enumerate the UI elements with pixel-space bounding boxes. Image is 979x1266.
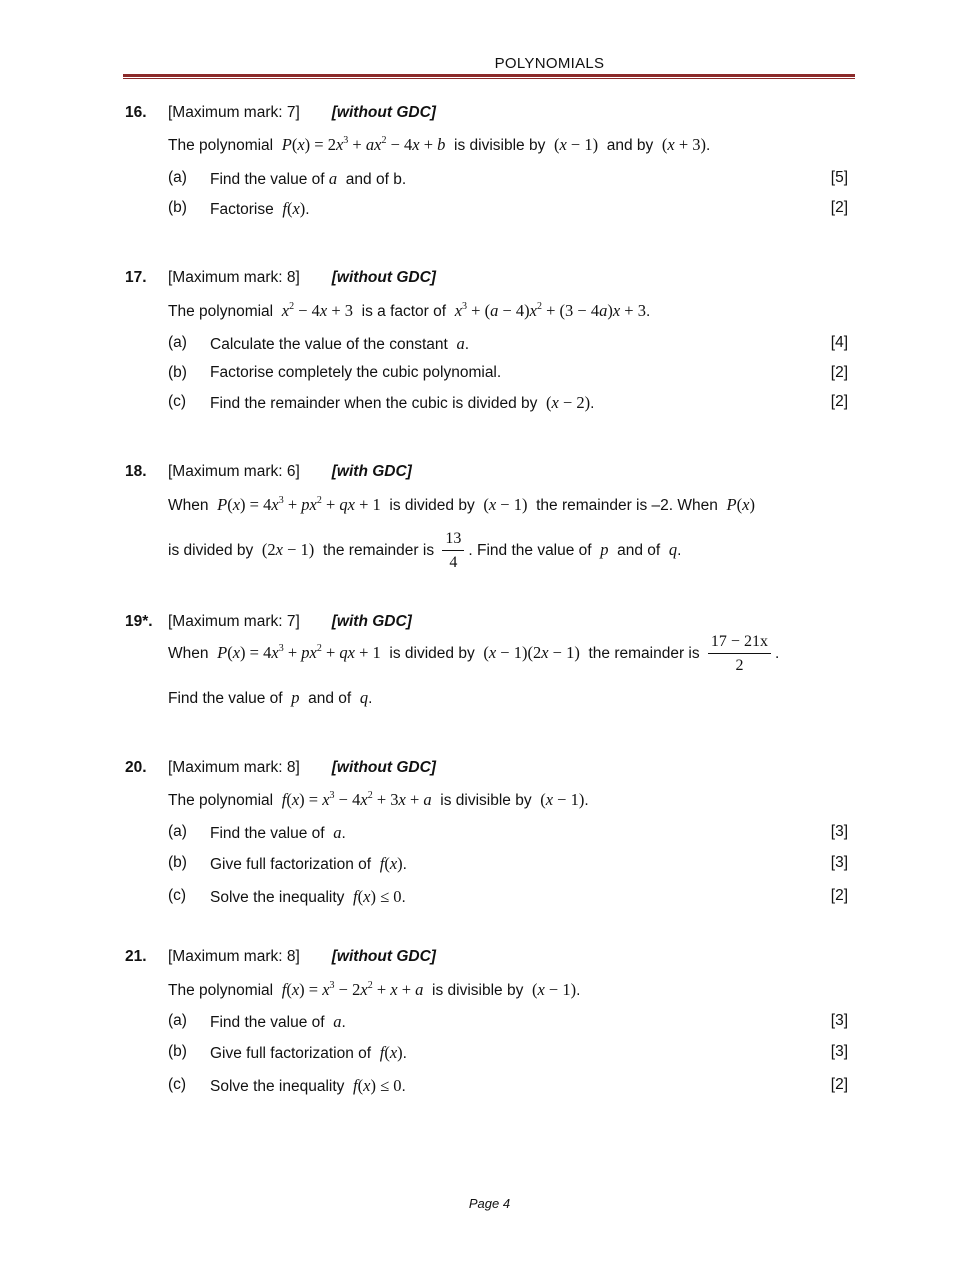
question-heading: [Maximum mark: 8] [without GDC]: [168, 948, 436, 965]
question-stem: The polynomial $P(x) = 2x^3 + ax^2 - 4x + b$ is divisible by (x − 1) and by (x + 3).: [168, 135, 711, 154]
question-number: 21.: [125, 948, 147, 965]
question-stem: The polynomial $x^2 - 4x + 3$ is a factor of $x^3 + (a - 4)x^2 + (3 - 4a)x + 3$.: [168, 301, 651, 320]
question-heading: [Maximum mark: 7] [without GDC]: [168, 104, 436, 121]
question-stem: The polynomial $f(x) = x^3 - 2x^2 + x + a$ is divisible by (x − 1).: [168, 980, 581, 999]
header-rule: [123, 74, 855, 77]
page-footer: Page 4: [468, 1196, 511, 1211]
question-number: 20.: [125, 759, 147, 776]
header-rule-thin: [123, 78, 855, 79]
question-number: 18.: [125, 463, 147, 480]
question-stem-cont: Find the value of p and of q.: [168, 688, 373, 707]
question-number: 19*.: [125, 613, 153, 630]
question-number: 16.: [125, 104, 147, 121]
page-header: [0, 55, 979, 72]
question-heading: [Maximum mark: 8] [without GDC]: [168, 269, 436, 286]
question-heading: [Maximum mark: 8] [without GDC]: [168, 759, 436, 776]
fraction: $\frac{13}{4}$: [442, 530, 464, 572]
question-heading: [Maximum mark: 7] [with GDC]: [168, 613, 412, 630]
header-title: POLYNOMIALS: [494, 55, 605, 72]
question-stem: The polynomial $f(x) = x^3 - 4x^2 + 3x + a$ is divisible by (x − 1).: [168, 790, 589, 809]
question-heading: [Maximum mark: 6] [with GDC]: [168, 463, 412, 480]
question-stem-cont: is divided by (2x − 1) the remainder is $\frac{13}{4}$ . Find the value of p and of q.: [168, 530, 682, 571]
question-number: 17.: [125, 269, 147, 286]
question-stem: When $P(x) = 4x^3 + px^2$ + qx + 1 is divided by (x − 1)(2x − 1) the remainder is $\frac{17 - 21x}{2}$ .: [168, 633, 780, 674]
question-stem: When $P(x) = 4x^3 + px^2$ + qx + 1 is divided by (x − 1) the remainder is –2. When P(x): [168, 495, 755, 514]
fraction: $\frac{17 - 21x}{2}$: [708, 633, 771, 675]
